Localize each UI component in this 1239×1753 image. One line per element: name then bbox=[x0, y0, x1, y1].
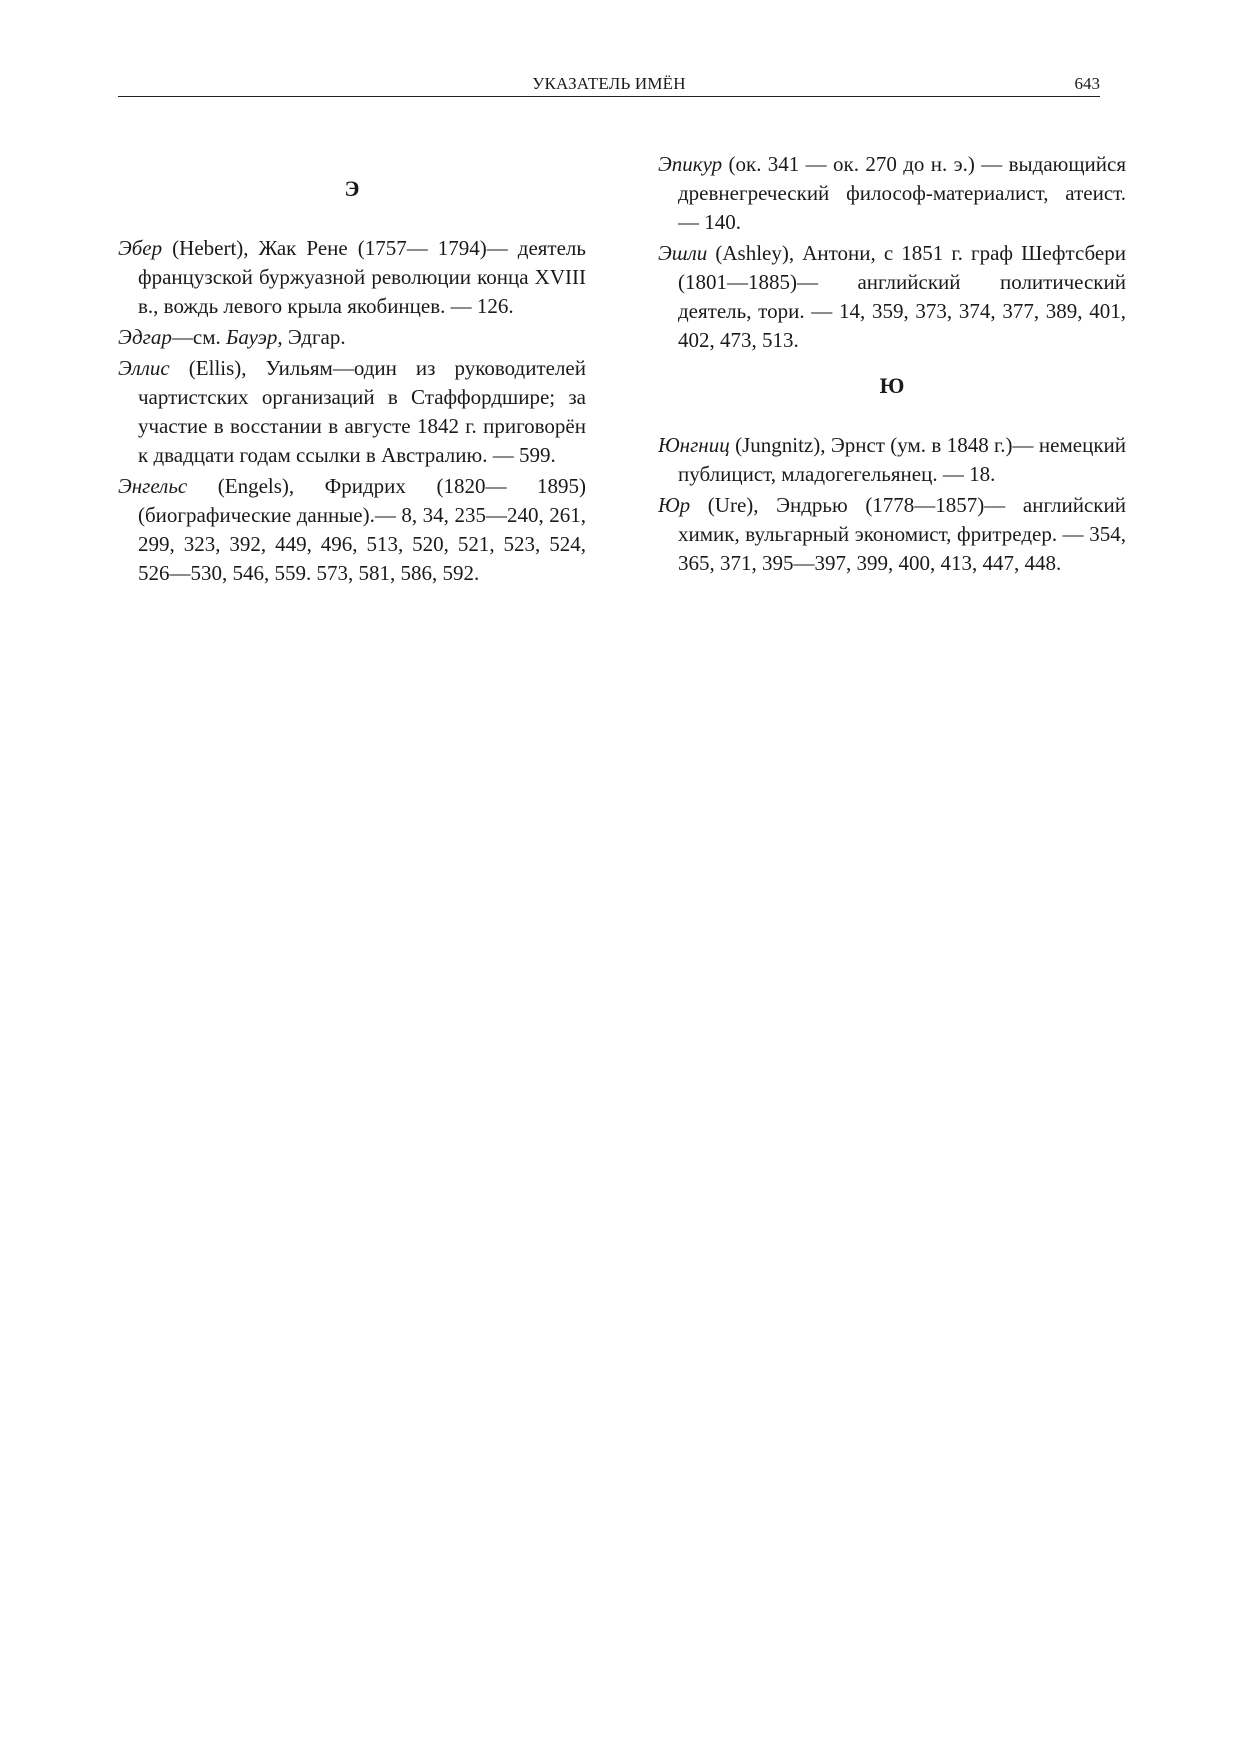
index-entry-ure bbox=[658, 491, 1126, 578]
entry-name: Эллис bbox=[118, 356, 170, 380]
entry-text: (Engels), Фридрих (1820— 1895) (биографические данные).— 8, 34, 235—240, 261, 299, 323, 392, 449, 496, 513, 520, 521, 523, 524, 526—530, 546, 559. 573, 581, 586, 592. bbox=[138, 474, 586, 585]
index-entry-eber bbox=[118, 234, 586, 321]
entry-name: Эшли bbox=[658, 241, 708, 265]
index-entry-edgar bbox=[118, 323, 586, 352]
entry-name: Эпикур bbox=[658, 152, 723, 176]
running-title: УКАЗАТЕЛЬ ИМЁН bbox=[532, 74, 686, 93]
cross-reference: Бауэр, bbox=[226, 325, 283, 349]
entry-text-after: Эдгар. bbox=[282, 325, 346, 349]
entry-name: Эбер bbox=[118, 236, 163, 260]
right-column bbox=[658, 150, 1126, 580]
entry-text: (Ellis), Уильям—один из руководителей чартистских организаций в Стаффордшире; за участие в восстании в августе 1842 г. приговорён к двадцати годам ссылки в Австралию. — 599. bbox=[138, 356, 586, 467]
entry-text: (Jungnitz), Эрнст (ум. в 1848 г.)— немецкий публицист, младогегельянец. — 18. bbox=[678, 433, 1126, 486]
index-entry-jungnitz bbox=[658, 431, 1126, 489]
entry-name: Энгельс bbox=[118, 474, 188, 498]
entry-name: Эдгар bbox=[118, 325, 172, 349]
entry-text: (Ashley), Антони, с 1851 г. граф Шефтсбери (1801—1885)— английский политический деятель, тори. — 14, 359, 373, 374, 377, 389, 401, 402, 473, 513. bbox=[678, 241, 1126, 352]
section-letter-e: Э bbox=[344, 176, 360, 201]
index-entry-ashley bbox=[658, 239, 1126, 355]
running-header bbox=[118, 72, 1100, 97]
section-letter-yu: Ю bbox=[879, 373, 905, 398]
entry-text: (ок. 341 — ок. 270 до н. э.) — выдающийся древнегреческий философ-материалист, атеист. — 140. bbox=[678, 152, 1126, 234]
entry-text: (Hebert), Жак Рене (1757— 1794)— деятель французской буржуазной революции конца XVIII в., вождь левого крыла якобинцев. — 126. bbox=[138, 236, 586, 318]
page-number: 643 bbox=[1074, 74, 1100, 93]
index-entry-epicurus bbox=[658, 150, 1126, 237]
index-entry-ellis bbox=[118, 354, 586, 470]
index-entry-engels bbox=[118, 472, 586, 588]
entry-text: —см. bbox=[171, 325, 226, 349]
entry-name: Юр bbox=[658, 493, 691, 517]
entry-name: Юнгниц bbox=[658, 433, 730, 457]
entry-text: (Ure), Эндрью (1778—1857)— английский химик, вульгарный экономист, фритредер. — 354, 365, 371, 395—397, 399, 400, 413, 447, 448. bbox=[678, 493, 1126, 575]
left-column bbox=[118, 150, 586, 590]
